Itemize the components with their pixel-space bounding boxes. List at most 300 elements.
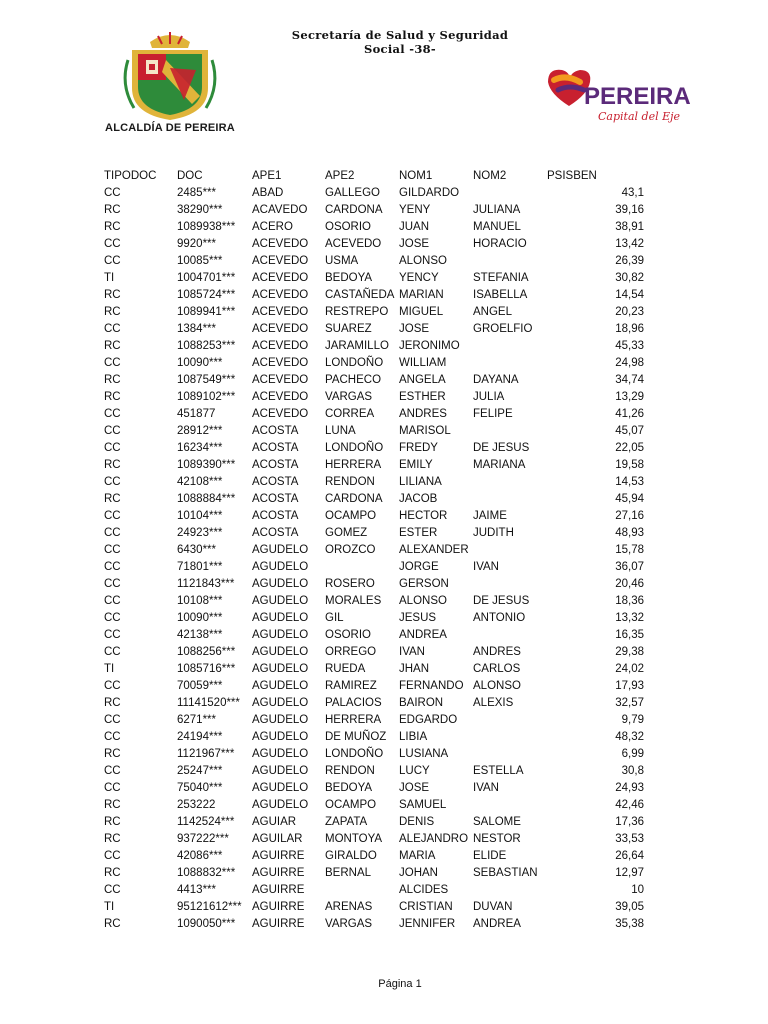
nom2-cell: ANTONIO (473, 612, 526, 624)
ape1-cell: AGUIRRE (252, 901, 305, 913)
nom1-cell: ALCIDES (399, 884, 449, 896)
tipodoc-cell: CC (104, 850, 121, 862)
ape2-cell: VARGAS (325, 918, 373, 930)
doc-cell: 1090050*** (177, 918, 236, 930)
doc-cell: 1088253*** (177, 340, 236, 352)
ape1-cell: AGUDELO (252, 748, 309, 760)
nom1-cell: HECTOR (399, 510, 448, 522)
ape1-cell: ACEVEDO (252, 374, 309, 386)
tipodoc-cell: CC (104, 442, 121, 454)
doc-cell: 1121967*** (177, 748, 235, 760)
table-row (104, 644, 644, 661)
psisben-cell: 18,36 (615, 595, 644, 607)
ape1-cell: ACOSTA (252, 442, 299, 454)
nom1-cell: ALONSO (399, 595, 447, 607)
doc-cell: 1085716*** (177, 663, 236, 675)
doc-cell: 1088832*** (177, 867, 236, 879)
nom1-cell: LIBIA (399, 731, 428, 743)
psisben-cell: 26,64 (615, 850, 644, 862)
ape2-cell: DE MUÑOZ (325, 731, 387, 743)
ape1-cell: ACEVEDO (252, 289, 309, 301)
doc-cell: 75040*** (177, 782, 223, 794)
ape1-cell: AGUDELO (252, 595, 309, 607)
psisben-cell: 17,93 (615, 680, 644, 692)
ape1-cell: ACEVEDO (252, 323, 309, 335)
nom2-cell: DAYANA (473, 374, 519, 386)
doc-cell: 451877 (177, 408, 216, 420)
ape2-cell: USMA (325, 255, 359, 267)
ape2-cell: LONDOÑO (325, 748, 384, 760)
ape1-cell: AGUDELO (252, 799, 309, 811)
pereira-logo (540, 62, 700, 132)
ape2-cell: GIL (325, 612, 344, 624)
table-row (104, 712, 644, 729)
pereira-heart-icon (540, 62, 700, 132)
ape2-cell: ARENAS (325, 901, 373, 913)
table-row (104, 661, 644, 678)
nom1-cell: JERONIMO (399, 340, 460, 352)
nom1-cell: JENNIFER (399, 918, 456, 930)
ape2-cell: LUNA (325, 425, 356, 437)
table-row (104, 814, 644, 831)
table-row (104, 355, 644, 372)
ape1-cell: AGUDELO (252, 697, 309, 709)
table-row (104, 406, 644, 423)
ape2-cell: CARDONA (325, 493, 383, 505)
pereira-wordmark: PEREIRA (584, 83, 691, 110)
ape2-cell: OROZCO (325, 544, 376, 556)
nom2-cell: ANDRES (473, 646, 521, 658)
tipodoc-cell: CC (104, 646, 121, 658)
ape1-cell: ACEVEDO (252, 357, 309, 369)
nom1-cell: ALEXANDER (399, 544, 469, 556)
tipodoc-cell: CC (104, 187, 121, 199)
doc-cell: 95121612*** (177, 901, 242, 913)
ape1-cell: AGUDELO (252, 612, 309, 624)
ape2-cell: OCAMPO (325, 510, 377, 522)
doc-cell: 1089390*** (177, 459, 236, 471)
nom1-cell: ANDREA (399, 629, 447, 641)
ape1-cell: ACEVEDO (252, 391, 309, 403)
tipodoc-cell: CC (104, 680, 121, 692)
psisben-cell: 26,39 (615, 255, 644, 267)
ape1-cell: ACAVEDO (252, 204, 308, 216)
nom1-cell: EDGARDO (399, 714, 458, 726)
ape2-cell: ACEVEDO (325, 238, 382, 250)
ape2-cell: HERRERA (325, 714, 382, 726)
psisben-cell: 13,42 (615, 238, 644, 250)
doc-cell: 10090*** (177, 612, 223, 624)
ape1-cell: ACOSTA (252, 493, 299, 505)
ape2-cell: JARAMILLO (325, 340, 389, 352)
tipodoc-cell: RC (104, 799, 121, 811)
nom1-cell: ALONSO (399, 255, 447, 267)
tipodoc-cell: RC (104, 833, 121, 845)
tipodoc-cell: RC (104, 493, 121, 505)
ape1-cell: AGUDELO (252, 646, 309, 658)
psisben-cell: 45,94 (615, 493, 644, 505)
ape2-cell: SUAREZ (325, 323, 372, 335)
psisben-cell: 18,96 (615, 323, 644, 335)
ape1-cell: ACOSTA (252, 459, 299, 471)
nom2-cell: DE JESUS (473, 595, 530, 607)
tipodoc-cell: RC (104, 340, 121, 352)
psisben-cell: 20,23 (615, 306, 644, 318)
column-header-ape2: APE2 (325, 170, 355, 182)
table-row (104, 865, 644, 882)
ape1-cell: ACERO (252, 221, 293, 233)
ape1-cell: AGUDELO (252, 680, 309, 692)
psisben-cell: 6,99 (621, 748, 644, 760)
ape1-cell: AGUDELO (252, 629, 309, 641)
table-row (104, 423, 644, 440)
tipodoc-cell: CC (104, 612, 121, 624)
doc-cell: 1087549*** (177, 374, 236, 386)
table-row (104, 321, 644, 338)
ape2-cell: MONTOYA (325, 833, 383, 845)
ape1-cell: AGUDELO (252, 714, 309, 726)
column-header-nom2: NOM2 (473, 170, 507, 182)
doc-cell: 38290*** (177, 204, 223, 216)
doc-cell: 16234*** (177, 442, 223, 454)
nom2-cell: DE JESUS (473, 442, 530, 454)
ape1-cell: AGUDELO (252, 544, 309, 556)
tipodoc-cell: RC (104, 221, 121, 233)
doc-cell: 9920*** (177, 238, 217, 250)
doc-cell: 1121843*** (177, 578, 235, 590)
ape2-cell: HERRERA (325, 459, 382, 471)
nom1-cell: SAMUEL (399, 799, 447, 811)
doc-cell: 11141520*** (177, 697, 240, 709)
table-row (104, 338, 644, 355)
ape1-cell: ACOSTA (252, 476, 299, 488)
ape1-cell: AGUDELO (252, 663, 309, 675)
ape2-cell: LONDOÑO (325, 357, 384, 369)
doc-cell: 10104*** (177, 510, 223, 522)
table-row (104, 729, 644, 746)
doc-cell: 1089941*** (177, 306, 236, 318)
tipodoc-cell: CC (104, 323, 121, 335)
psisben-cell: 22,05 (615, 442, 644, 454)
alcaldia-logo (100, 30, 240, 140)
nom1-cell: GILDARDO (399, 187, 460, 199)
table-row (104, 372, 644, 389)
table-row (104, 746, 644, 763)
ape2-cell: GOMEZ (325, 527, 368, 539)
nom1-cell: CRISTIAN (399, 901, 453, 913)
table-row (104, 236, 644, 253)
ape1-cell: ACOSTA (252, 527, 299, 539)
nom2-cell: JUDITH (473, 527, 514, 539)
table-row (104, 474, 644, 491)
tipodoc-cell: CC (104, 238, 121, 250)
doc-cell: 937222*** (177, 833, 229, 845)
nom1-cell: LILIANA (399, 476, 442, 488)
table-row (104, 304, 644, 321)
psisben-cell: 35,38 (615, 918, 644, 930)
doc-cell: 10090*** (177, 357, 223, 369)
nom2-cell: JULIA (473, 391, 505, 403)
doc-cell: 42086*** (177, 850, 223, 862)
ape1-cell: ACEVEDO (252, 306, 309, 318)
ape2-cell: ZAPATA (325, 816, 368, 828)
doc-cell: 1089102*** (177, 391, 236, 403)
nom2-cell: MANUEL (473, 221, 521, 233)
tipodoc-cell: TI (104, 901, 115, 913)
doc-cell: 10085*** (177, 255, 223, 267)
ape1-cell: AGUDELO (252, 561, 309, 573)
tipodoc-cell: CC (104, 544, 121, 556)
psisben-cell: 32,57 (615, 697, 644, 709)
nom2-cell: MARIANA (473, 459, 526, 471)
ape1-cell: AGUIAR (252, 816, 297, 828)
tipodoc-cell: CC (104, 425, 121, 437)
ape1-cell: AGUDELO (252, 578, 309, 590)
doc-cell: 1004701*** (177, 272, 236, 284)
tipodoc-cell: RC (104, 391, 121, 403)
ape1-cell: ACEVEDO (252, 408, 309, 420)
ape2-cell: CASTAÑEDA (325, 289, 395, 301)
table-row (104, 831, 644, 848)
table-header-row (104, 168, 644, 185)
nom1-cell: MARIA (399, 850, 436, 862)
doc-cell: 1088884*** (177, 493, 236, 505)
psisben-cell: 19,58 (615, 459, 644, 471)
psisben-cell: 33,53 (615, 833, 644, 845)
nom1-cell: LUSIANA (399, 748, 449, 760)
tipodoc-cell: CC (104, 527, 121, 539)
ape2-cell: GIRALDO (325, 850, 377, 862)
table-row (104, 270, 644, 287)
doc-cell: 42108*** (177, 476, 223, 488)
page-number: Página 1 (378, 978, 422, 990)
table-row (104, 440, 644, 457)
nom2-cell: IVAN (473, 782, 499, 794)
column-header-nom1: NOM1 (399, 170, 433, 182)
doc-cell: 10108*** (177, 595, 223, 607)
tipodoc-cell: RC (104, 289, 121, 301)
tipodoc-cell: RC (104, 459, 121, 471)
tipodoc-cell: RC (104, 697, 121, 709)
table-row (104, 848, 644, 865)
doc-cell: 28912*** (177, 425, 223, 437)
doc-cell: 253222 (177, 799, 216, 811)
nom1-cell: JOSE (399, 238, 430, 250)
table-row (104, 899, 644, 916)
ape1-cell: ACEVEDO (252, 272, 309, 284)
ape2-cell: RENDON (325, 765, 375, 777)
table-row (104, 763, 644, 780)
ape1-cell: AGUIRRE (252, 850, 305, 862)
tipodoc-cell: CC (104, 731, 121, 743)
tipodoc-cell: RC (104, 374, 121, 386)
nom1-cell: YENCY (399, 272, 439, 284)
table-row (104, 576, 644, 593)
tipodoc-cell: RC (104, 204, 121, 216)
table-row (104, 797, 644, 814)
table-row (104, 508, 644, 525)
psisben-cell: 42,46 (615, 799, 644, 811)
title-line-2: Social -38- (363, 42, 437, 56)
psisben-cell: 45,07 (615, 425, 644, 437)
ape2-cell: OCAMPO (325, 799, 377, 811)
psisben-cell: 29,38 (615, 646, 644, 658)
nom1-cell: MIGUEL (399, 306, 444, 318)
column-header-psisben: PSISBEN (547, 170, 597, 182)
tipodoc-cell: CC (104, 714, 121, 726)
psisben-cell: 16,35 (615, 629, 644, 641)
table-row (104, 287, 644, 304)
ape2-cell: VARGAS (325, 391, 373, 403)
ape1-cell: AGUDELO (252, 782, 309, 794)
ape2-cell: CARDONA (325, 204, 383, 216)
nom1-cell: ALEJANDRO (399, 833, 469, 845)
column-header-tipodoc: TIPODOC (104, 170, 157, 182)
coat-of-arms-icon (100, 30, 240, 122)
table-row (104, 389, 644, 406)
ape2-cell: CORREA (325, 408, 375, 420)
nom2-cell: ISABELLA (473, 289, 528, 301)
nom1-cell: WILLIAM (399, 357, 447, 369)
table-row (104, 678, 644, 695)
nom2-cell: ESTELLA (473, 765, 524, 777)
doc-cell: 1085724*** (177, 289, 236, 301)
nom2-cell: ALONSO (473, 680, 521, 692)
nom1-cell: YENY (399, 204, 431, 216)
psisben-cell: 24,98 (615, 357, 644, 369)
psisben-cell: 30,82 (615, 272, 644, 284)
table-row (104, 457, 644, 474)
psisben-cell: 36,07 (615, 561, 644, 573)
tipodoc-cell: CC (104, 629, 121, 641)
doc-cell: 1142524*** (177, 816, 235, 828)
table-row (104, 542, 644, 559)
ape1-cell: AGUDELO (252, 765, 309, 777)
ape1-cell: ACEVEDO (252, 255, 309, 267)
nom1-cell: FERNANDO (399, 680, 464, 692)
tipodoc-cell: RC (104, 748, 121, 760)
nom2-cell: NESTOR (473, 833, 521, 845)
psisben-cell: 30,8 (621, 765, 644, 777)
nom1-cell: IVAN (399, 646, 425, 658)
psisben-cell: 24,93 (615, 782, 644, 794)
psisben-cell: 41,26 (615, 408, 644, 420)
doc-cell: 1089938*** (177, 221, 236, 233)
ape2-cell: LONDOÑO (325, 442, 384, 454)
doc-cell: 70059*** (177, 680, 223, 692)
nom1-cell: JOHAN (399, 867, 438, 879)
ape2-cell: BERNAL (325, 867, 372, 879)
nom1-cell: ANGELA (399, 374, 446, 386)
nom1-cell: GERSON (399, 578, 449, 590)
table-row (104, 627, 644, 644)
nom1-cell: MARISOL (399, 425, 451, 437)
tipodoc-cell: CC (104, 595, 121, 607)
ape2-cell: PACHECO (325, 374, 382, 386)
nom2-cell: FELIPE (473, 408, 513, 420)
psisben-cell: 13,32 (615, 612, 644, 624)
column-header-ape1: APE1 (252, 170, 282, 182)
ape2-cell: PALACIOS (325, 697, 382, 709)
psisben-cell: 17,36 (615, 816, 644, 828)
psisben-cell: 13,29 (615, 391, 644, 403)
psisben-cell: 10 (631, 884, 644, 896)
table-row (104, 253, 644, 270)
nom2-cell: SALOME (473, 816, 521, 828)
ape2-cell: RENDON (325, 476, 375, 488)
nom2-cell: ANDREA (473, 918, 521, 930)
table-row (104, 695, 644, 712)
nom1-cell: FREDY (399, 442, 438, 454)
nom2-cell: JULIANA (473, 204, 521, 216)
ape2-cell: RUEDA (325, 663, 366, 675)
column-header-doc: DOC (177, 170, 203, 182)
nom1-cell: MARIAN (399, 289, 444, 301)
ape1-cell: ACOSTA (252, 425, 299, 437)
doc-cell: 6271*** (177, 714, 217, 726)
tipodoc-cell: TI (104, 663, 115, 675)
doc-cell: 42138*** (177, 629, 223, 641)
pereira-slogan: Capital del Eje (598, 110, 681, 123)
tipodoc-cell: RC (104, 867, 121, 879)
tipodoc-cell: TI (104, 272, 115, 284)
psisben-cell: 43,1 (621, 187, 644, 199)
ape2-cell: MORALES (325, 595, 382, 607)
doc-cell: 6430*** (177, 544, 217, 556)
tipodoc-cell: CC (104, 476, 121, 488)
ape2-cell: ROSERO (325, 578, 375, 590)
nom2-cell: ALEXIS (473, 697, 514, 709)
ape2-cell: GALLEGO (325, 187, 380, 199)
ape2-cell: RESTREPO (325, 306, 389, 318)
nom1-cell: LUCY (399, 765, 430, 777)
table-row (104, 219, 644, 236)
title-line-1: Secretaría de Salud y Seguridad (291, 28, 509, 42)
nom1-cell: JHAN (399, 663, 430, 675)
psisben-cell: 20,46 (615, 578, 644, 590)
table-row (104, 780, 644, 797)
ape1-cell: AGUILAR (252, 833, 303, 845)
psisben-cell: 27,16 (615, 510, 644, 522)
doc-cell: 71801*** (177, 561, 223, 573)
table-row (104, 882, 644, 899)
doc-cell: 1088256*** (177, 646, 236, 658)
tipodoc-cell: CC (104, 782, 121, 794)
nom1-cell: ESTER (399, 527, 438, 539)
ape2-cell: OSORIO (325, 221, 372, 233)
ape2-cell: OSORIO (325, 629, 372, 641)
nom2-cell: ELIDE (473, 850, 507, 862)
nom2-cell: STEFANIA (473, 272, 529, 284)
table-row (104, 202, 644, 219)
nom1-cell: JACOB (399, 493, 438, 505)
tipodoc-cell: CC (104, 561, 121, 573)
ape1-cell: ABAD (252, 187, 284, 199)
ape1-cell: ACOSTA (252, 510, 299, 522)
ape2-cell: ORREGO (325, 646, 377, 658)
psisben-cell: 39,05 (615, 901, 644, 913)
psisben-cell: 39,16 (615, 204, 644, 216)
nom2-cell: GROELFIO (473, 323, 533, 335)
psisben-cell: 14,53 (615, 476, 644, 488)
nom1-cell: JOSE (399, 323, 430, 335)
nom2-cell: ANGEL (473, 306, 512, 318)
psisben-cell: 45,33 (615, 340, 644, 352)
nom1-cell: ANDRES (399, 408, 447, 420)
tipodoc-cell: RC (104, 306, 121, 318)
nom1-cell: JESUS (399, 612, 437, 624)
ape2-cell: BEDOYA (325, 782, 373, 794)
